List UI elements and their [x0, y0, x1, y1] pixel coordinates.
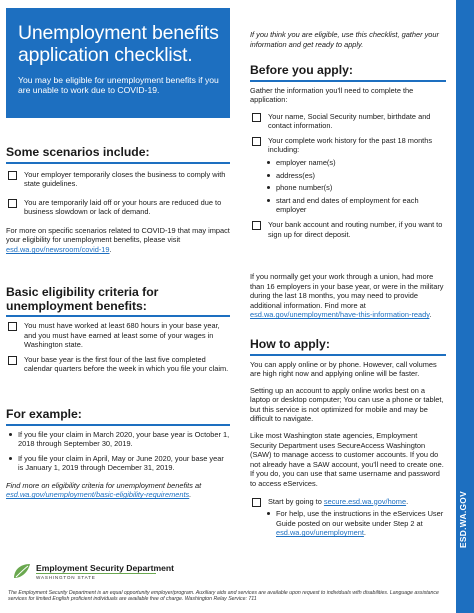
checklist-item: You are temporarily laid off or your hours are reduced due to business slowdown or lack of demand. — [6, 198, 230, 217]
bullet-icon — [9, 457, 12, 460]
scenarios-section — [6, 146, 230, 255]
example-heading: For example: — [6, 407, 82, 421]
checklist-item: You must have worked at least 680 hours in your base year, and you must have earned at least some of your wages in Washington state. — [6, 321, 230, 350]
checkbox-icon[interactable] — [8, 356, 17, 365]
bullet-icon — [267, 174, 270, 177]
eligibility-link[interactable]: esd.wa.gov/unemployment/basic-eligibility-requirements — [6, 490, 190, 500]
checkbox-icon[interactable] — [8, 199, 17, 208]
logo-state: WASHINGTON STATE — [36, 573, 156, 580]
example-more: Find more on eligibility criteria for unemployment benefits at esd.wa.gov/unemployment/basic-eligibility-requirements. — [6, 480, 202, 500]
checkbox-icon[interactable] — [8, 322, 17, 331]
bullet-icon — [267, 512, 270, 515]
title-line-1: Unemployment benefits — [18, 22, 219, 44]
list-item: address(es) — [250, 171, 446, 181]
intro-text: If you think you are eligible, use this checklist, gather your information and get ready to apply. — [250, 30, 439, 49]
bullet-icon — [267, 199, 270, 202]
hero-subtitle: You may be eligible for unemployment benefits if you are unable to work due to COVID-19. — [18, 75, 219, 96]
scenarios-rule — [6, 162, 230, 164]
checklist-item: Your base year is the first four of the last five completed calendar quarters before the week in which you file your claim. — [6, 355, 230, 374]
unemployment-link[interactable]: esd.wa.gov/unemployment — [276, 528, 364, 538]
list-item: phone number(s) — [250, 183, 446, 193]
before-apply-section — [250, 64, 446, 239]
bullet-icon — [267, 186, 270, 189]
bullet-icon — [267, 161, 270, 164]
esd-logo — [12, 560, 175, 586]
logo-name: Employment Security Department — [36, 563, 175, 573]
how-to-apply-heading: How to apply: — [250, 337, 330, 351]
list-item: For help, use the instructions in the eServices User Guide posted on our website under Step 2 at esd.wa.gov/unemployment. — [250, 509, 446, 538]
how-paragraph-3: Like most Washington state agencies, Employment Security Department uses SecureAccess Washington (SAW) to manage access to customer accounts. If you do not already have a SAW account, you'll need to create one. If you do, you can use that same username and password to access eServices. — [250, 431, 444, 489]
basic-criteria-section — [6, 286, 230, 374]
scenarios-more: For more on specific scenarios related to COVID-19 that may impact your eligibility for unemployment benefits, please visit esd.wa.gov/newsroom/covid-19. — [6, 225, 230, 255]
sidebar-strip — [456, 0, 474, 613]
bullet-icon — [9, 433, 12, 436]
before-apply-heading: Before you apply: — [250, 63, 353, 77]
example-item: If you file your claim in April, May or June 2020, your base year is January 1, 2019 through December 31, 2019. — [6, 454, 230, 473]
how-to-apply-section — [250, 338, 446, 538]
example-item: If you file your claim in March 2020, your base year is October 1, 2018 through September 30, 2019. — [6, 430, 230, 449]
checkbox-icon[interactable] — [252, 498, 261, 507]
secure-esd-link[interactable]: secure.esd.wa.gov/home — [323, 496, 407, 506]
example-section — [6, 408, 230, 500]
checklist-item: Your employer temporarily closes the business to comply with state guidelines. — [6, 170, 230, 189]
example-rule — [6, 424, 230, 426]
esd-leaf-icon — [12, 562, 32, 580]
checkbox-icon[interactable] — [252, 113, 261, 122]
info-ready-link[interactable]: esd.wa.gov/unemployment/have-this-information-ready — [250, 310, 430, 320]
covid-link[interactable]: esd.wa.gov/newsroom/covid-19 — [6, 245, 110, 255]
list-item: start and end dates of employment for each employer — [250, 196, 446, 215]
checkbox-icon[interactable] — [252, 137, 261, 146]
how-rule — [250, 354, 446, 356]
how-paragraph-2: Setting up an account to apply online works best on a laptop or desktop computer; You can use a phone or tablet, but this service is not optimized for mobile and may be difficult to navigate. — [250, 385, 444, 424]
checkbox-icon[interactable] — [252, 221, 261, 230]
page-title — [18, 22, 220, 66]
checkbox-icon[interactable] — [8, 171, 17, 180]
before-rule — [250, 80, 446, 82]
before-lead: Gather the information you'll need to complete the application: — [250, 85, 414, 105]
hero-banner — [6, 8, 230, 118]
checklist-item: Your complete work history for the past 18 months including: — [250, 136, 446, 155]
scenarios-heading: Some scenarios include: — [6, 145, 150, 159]
checklist-item: Your bank account and routing number, if you want to sign up for direct deposit. — [250, 220, 446, 239]
sidebar-url[interactable]: ESD.WA.GOV — [458, 491, 468, 548]
title-line-2: application checklist. — [18, 44, 193, 66]
checklist-item: Your name, Social Security number, birthdate and contact information. — [250, 112, 446, 131]
how-paragraph-1: You can apply online or by phone. However, call volumes are high right now and applying online will be faster. — [250, 359, 437, 379]
union-text: If you normally get your work through a union, had more than 16 employers in your base year, or were in the military during the last 18 months, you may need to provide additional information. Find more at esd.wa.gov/unemployment/have-this-information-ready. — [250, 272, 444, 320]
basic-criteria-heading: Basic eligibility criteria for unemployment benefits: — [6, 285, 159, 313]
list-item: employer name(s) — [250, 158, 446, 168]
footer-disclaimer: The Employment Security Department is an equal opportunity employer/program. Auxiliary aids and services are available upon request to individuals with disabilities. Language assistance services for limited English proficient individuals are available free of charge. Washington Relay Service: 711 — [8, 590, 439, 603]
checklist-item: Start by going to secure.esd.wa.gov/home. — [250, 497, 446, 507]
basic-rule — [6, 315, 230, 317]
